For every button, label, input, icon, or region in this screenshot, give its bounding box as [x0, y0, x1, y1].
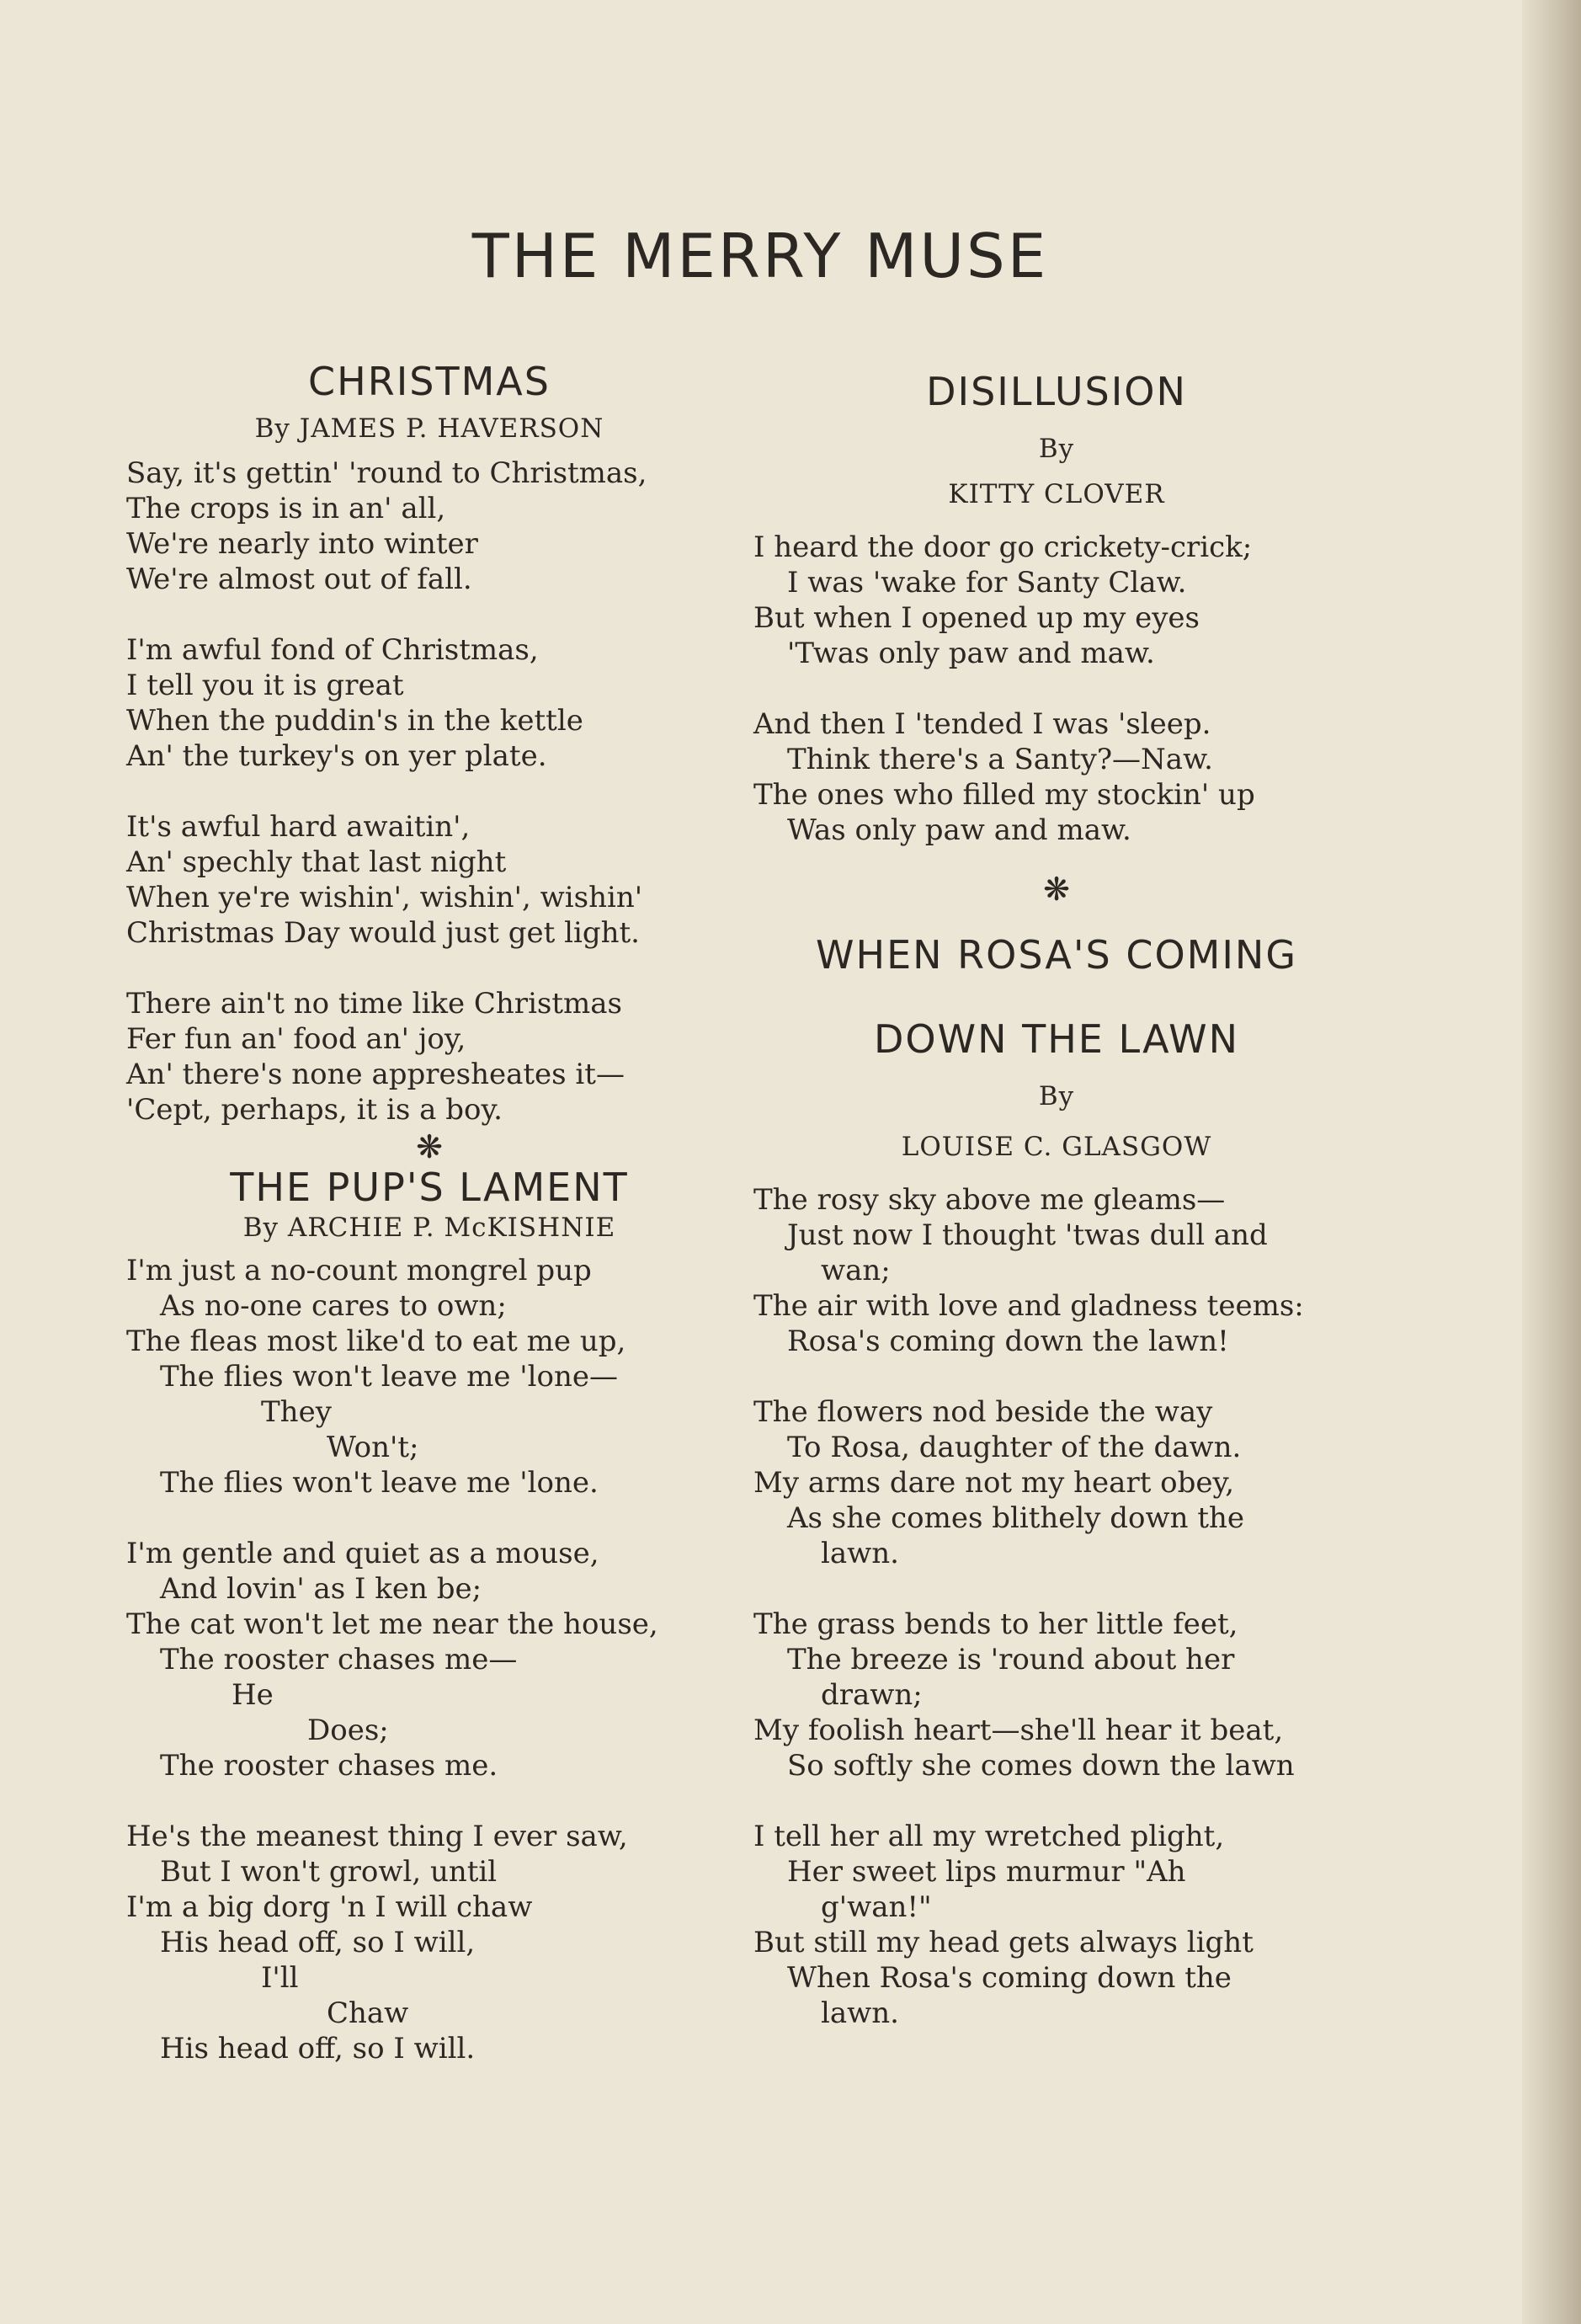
- poem-line: I'm a big dorg 'n I will chaw: [126, 1890, 533, 1924]
- poem-line: Fer fun an' food an' joy,: [126, 1022, 466, 1056]
- poem-line: Rosa's coming down the lawn!: [787, 1325, 1229, 1358]
- poem-line: Chaw: [327, 1996, 409, 2030]
- poem-line: He's the meanest thing I ever saw,: [126, 1820, 628, 1853]
- poem-title-christmas: CHRISTMAS: [308, 359, 551, 404]
- author-kitty-clover: KITTY CLOVER: [948, 479, 1165, 509]
- poem-line: My foolish heart—she'll hear it beat,: [753, 1714, 1284, 1747]
- poem-line: An' the turkey's on yer plate.: [126, 739, 547, 773]
- stanza-christmas-1: [126, 456, 732, 597]
- poem-line: We're almost out of fall.: [126, 562, 472, 596]
- poem-line: The rosy sky above me gleams—: [753, 1183, 1226, 1217]
- stanza-christmas-2: [126, 632, 732, 774]
- poem-line: His head off, so I will.: [160, 2032, 476, 2065]
- poem-line: The air with love and gladness teems:: [753, 1289, 1304, 1323]
- poem-line: drawn;: [821, 1678, 923, 1712]
- poem-line: Won't;: [327, 1431, 419, 1464]
- stanza-disillusion-2: [753, 706, 1360, 848]
- poem-line: An' spechly that last night: [126, 845, 507, 879]
- stanza-christmas-3: [126, 809, 732, 951]
- poem-line: Was only paw and maw.: [787, 813, 1131, 847]
- poem-line: The cat won't let me near the house,: [126, 1607, 658, 1641]
- poem-line: The grass bends to her little feet,: [753, 1607, 1238, 1641]
- poem-title-disillusion: DISILLUSION: [926, 369, 1187, 414]
- poem-line: When the puddin's in the kettle: [126, 704, 583, 738]
- poem-line: My arms dare not my heart obey,: [753, 1466, 1235, 1500]
- poem-line: An' there's none appresheates it—: [126, 1058, 625, 1091]
- poem-line: lawn.: [821, 1537, 899, 1570]
- poem-line: I'm awful fond of Christmas,: [126, 633, 539, 667]
- poem-line: And then I 'tended I was 'sleep.: [753, 707, 1211, 741]
- poem-line: The rooster chases me.: [160, 1749, 498, 1783]
- page-title: THE MERRY MUSE: [471, 221, 1049, 291]
- poem-line: 'Twas only paw and maw.: [787, 637, 1155, 670]
- byline-pups-lament: By ARCHIE P. McKISHNIE: [242, 1213, 616, 1243]
- poem-line: It's awful hard awaitin',: [126, 810, 471, 844]
- poem-line: Does;: [307, 1714, 389, 1747]
- poem-line: But I won't growl, until: [160, 1855, 498, 1889]
- stanza-rosa-2: [753, 1394, 1360, 1571]
- stanza-pup-1: [126, 1253, 732, 1500]
- stanza-christmas-4: [126, 986, 732, 1127]
- poem-line: When ye're wishin', wishin', wishin': [126, 881, 643, 914]
- poem-line: The rooster chases me—: [160, 1643, 518, 1676]
- poem-title-rosa-line-1: WHEN ROSA'S COMING: [816, 932, 1297, 978]
- poem-line: lawn.: [821, 1996, 899, 2030]
- poem-line: wan;: [821, 1254, 891, 1287]
- stanza-pup-3: [126, 1819, 732, 2066]
- poem-line: As she comes blithely down the: [787, 1501, 1245, 1535]
- stanza-rosa-3: [753, 1607, 1360, 1783]
- poem-title-pups-lament: THE PUP'S LAMENT: [230, 1165, 629, 1210]
- poem-line: The breeze is 'round about her: [787, 1643, 1235, 1676]
- poem-line: We're nearly into winter: [126, 527, 478, 561]
- poem-line: I'm just a no-count mongrel pup: [126, 1254, 592, 1287]
- poem-line: 'Cept, perhaps, it is a boy.: [126, 1093, 503, 1127]
- left-column: [126, 354, 732, 2066]
- poem-line: Say, it's gettin' 'round to Christmas,: [126, 456, 647, 490]
- poem-line: But still my head gets always light: [753, 1926, 1254, 1959]
- poem-line: I was 'wake for Santy Claw.: [787, 566, 1187, 600]
- poem-line: The ones who filled my stockin' up: [753, 778, 1255, 812]
- poem-line: There ain't no time like Christmas: [126, 987, 623, 1021]
- poem-line: Her sweet lips murmur "Ah: [787, 1855, 1186, 1889]
- byline-christmas: By JAMES P. HAVERSON: [254, 413, 604, 444]
- poem-line: The flies won't leave me 'lone.: [160, 1466, 599, 1500]
- poem-line: But when I opened up my eyes: [753, 601, 1200, 635]
- poem-when-rosas-coming: [753, 932, 1360, 2031]
- stanza-pup-2: [126, 1536, 732, 1783]
- poem-disillusion: [753, 369, 1360, 848]
- byline-by: By: [1038, 1081, 1075, 1111]
- poem-title-rosa-line-2: DOWN THE LAWN: [873, 1016, 1240, 1062]
- poem-line: They: [261, 1395, 332, 1429]
- ornament-divider: ❋: [416, 1128, 443, 1165]
- poem-line: I heard the door go crickety-crick;: [753, 530, 1253, 564]
- poem-line: To Rosa, daughter of the dawn.: [787, 1431, 1242, 1464]
- poem-christmas: [126, 359, 732, 1127]
- poem-line: The fleas most like'd to eat me up,: [126, 1325, 626, 1358]
- right-column: [753, 354, 1360, 2031]
- ornament-divider: ❋: [1043, 871, 1070, 908]
- poem-line: I'm gentle and quiet as a mouse,: [126, 1537, 599, 1570]
- poem-line: Just now I thought 'twas dull and: [787, 1218, 1268, 1252]
- poem-line: I'll: [261, 1961, 299, 1995]
- poem-line: And lovin' as I ken be;: [160, 1572, 482, 1606]
- poem-line: I tell her all my wretched plight,: [753, 1820, 1225, 1853]
- poem-pups-lament: [126, 1165, 732, 2066]
- poem-line: He: [232, 1678, 274, 1712]
- poem-line: The flies won't leave me 'lone—: [160, 1360, 618, 1394]
- stanza-disillusion-1: [753, 530, 1360, 671]
- poem-line: The flowers nod beside the way: [753, 1395, 1213, 1429]
- poem-line: Think there's a Santy?—Naw.: [787, 743, 1213, 776]
- poem-line: As no-one cares to own;: [160, 1289, 507, 1323]
- poem-line: So softly she comes down the lawn: [787, 1749, 1295, 1783]
- stanza-rosa-4: [753, 1819, 1360, 2031]
- poem-line: I tell you it is great: [126, 669, 404, 702]
- stanza-rosa-1: [753, 1182, 1360, 1359]
- poem-line: g'wan!": [821, 1890, 932, 1924]
- poem-line: When Rosa's coming down the: [787, 1961, 1232, 1995]
- byline-by: By: [1038, 434, 1075, 464]
- poem-line: His head off, so I will,: [160, 1926, 476, 1959]
- page-edge-shadow: [1522, 0, 1581, 2324]
- poem-line: The crops is in an' all,: [126, 492, 446, 525]
- poem-line: Christmas Day would just get light.: [126, 916, 640, 950]
- author-louise-glasgow: LOUISE C. GLASGOW: [901, 1132, 1212, 1162]
